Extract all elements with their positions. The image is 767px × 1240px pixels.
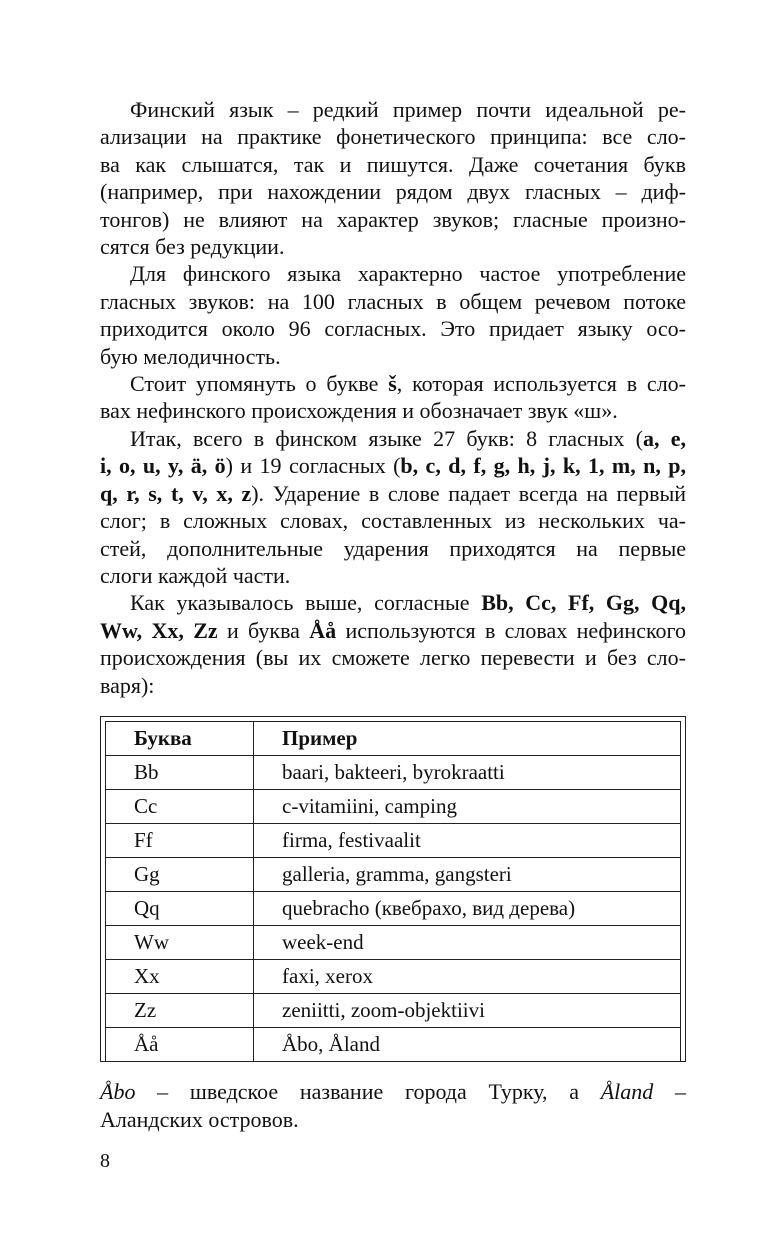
bold-letters: Åå	[309, 617, 337, 643]
text-run: Стоит упомянуть о букве	[130, 371, 389, 397]
cell-letter: Ff	[106, 824, 254, 858]
text-line	[100, 480, 686, 507]
text-line	[100, 617, 686, 644]
text-line: (например, при нахождении рядом двух гласных – диф-	[100, 179, 686, 205]
cell-example: c-vitamiini, camping	[254, 790, 681, 824]
text-line: тонгов) не влияют на характер звуков; гласные произно-	[100, 206, 686, 232]
cell-example: firma, festivaalit	[254, 824, 681, 858]
cell-example: baari, bakteeri, byrokraatti	[254, 756, 681, 790]
cell-letter: Zz	[106, 994, 254, 1028]
text-line: сятся без редукции.	[100, 234, 285, 260]
letters-table	[100, 716, 686, 1062]
text-line: Для финского языка характерно частое употребление	[130, 261, 686, 287]
cell-example: quebracho (квебрахо, вид дерева)	[254, 892, 681, 926]
bold-letters: i, o, u, y, ä, ö	[100, 453, 226, 479]
footnote-line	[100, 1078, 686, 1106]
table-row	[106, 756, 681, 790]
text-line	[100, 425, 686, 452]
text-line: вах нефинского происхождения и обозначает звук «ш».	[100, 398, 618, 424]
table-row	[106, 790, 681, 824]
cell-example: week-end	[254, 926, 681, 960]
text-run: ) и 19 согласных (	[225, 453, 401, 479]
cell-letter: Qq	[106, 892, 254, 926]
table-row	[106, 858, 681, 892]
text-line: варя):	[100, 672, 155, 698]
table-row	[106, 1028, 681, 1062]
cell-letter: Åå	[106, 1028, 254, 1062]
cell-example: faxi, xerox	[254, 960, 681, 994]
page-number: 8	[100, 1150, 110, 1172]
text-line: стей, дополнительные ударения приходятся на первые	[100, 535, 686, 561]
cell-letter: Bb	[106, 756, 254, 790]
footnote-line: Аландских островов.	[100, 1107, 299, 1132]
cell-letter: Xx	[106, 960, 254, 994]
text-line: ва как слышатся, так и пишутся. Даже сочетания букв	[100, 151, 686, 177]
cell-example: Åbo, Åland	[254, 1028, 681, 1062]
paragraph-3	[100, 370, 686, 425]
bold-letters: Ww, Xx, Zz	[100, 617, 218, 643]
table-row	[106, 960, 681, 994]
body-text	[100, 96, 686, 699]
letters-table-grid	[105, 721, 681, 1062]
table-row	[106, 926, 681, 960]
text-line: слог; в сложных словах, составленных из нескольких ча-	[100, 508, 686, 534]
bold-letter: š	[388, 371, 397, 397]
text-run: Итак, всего в финском языке 27 букв: 8 гласных (	[130, 425, 643, 451]
footnote	[100, 1078, 686, 1134]
paragraph-5	[100, 589, 686, 699]
header-letter: Буква	[106, 722, 254, 756]
paragraph-2	[100, 260, 686, 370]
text-line: слоги каждой части.	[100, 562, 291, 588]
text-line: Финский язык – редкий пример почти идеальной ре-	[130, 97, 686, 122]
cell-letter: Cc	[106, 790, 254, 824]
text-run: –	[653, 1079, 686, 1104]
text-run: используются в словах нефинского	[336, 617, 687, 643]
text-line: бую мелодичность.	[100, 343, 281, 369]
text-run: Как указывалось выше, согласные	[130, 590, 482, 616]
bold-letters: q, r, s, t, v, x, z	[100, 480, 252, 506]
text-line	[100, 452, 686, 479]
text-line	[100, 589, 686, 616]
text-run: и буква	[217, 617, 310, 643]
cell-example: zeniitti, zoom-objektiivi	[254, 994, 681, 1028]
cell-letter: Ww	[106, 926, 254, 960]
text-line: ализации на практике фонетического принципа: все сло-	[100, 124, 686, 150]
bold-letters: a, e,	[642, 425, 686, 451]
text-run: ). Ударение в слове падает всегда на первый	[251, 480, 687, 506]
table-row	[106, 994, 681, 1028]
header-example: Пример	[254, 722, 681, 756]
table-row	[106, 892, 681, 926]
table-row	[106, 824, 681, 858]
bold-letters: b, c, d, f, g, h, j, k, 1, m, n, p,	[400, 453, 686, 479]
paragraph-1	[100, 96, 686, 260]
bold-letters: Bb, Cc, Ff, Gg, Qq,	[481, 590, 686, 616]
italic-term: Åland	[600, 1079, 654, 1104]
text-line: гласных звуков: на 100 гласных в общем речевом потоке	[100, 288, 686, 314]
text-line: приходится около 96 согласных. Это придает языку осо-	[100, 316, 686, 342]
text-line: происхождения (вы их сможете легко перевести и без сло-	[100, 645, 686, 671]
text-run: , которая используется в сло-	[396, 371, 686, 397]
table-header-row	[106, 722, 681, 756]
cell-example: galleria, gramma, gangsteri	[254, 858, 681, 892]
cell-letter: Gg	[106, 858, 254, 892]
paragraph-4	[100, 425, 686, 589]
text-run: – шведское название города Турку, а	[135, 1079, 601, 1104]
italic-term: Åbo	[100, 1079, 136, 1104]
text-line	[100, 370, 686, 397]
